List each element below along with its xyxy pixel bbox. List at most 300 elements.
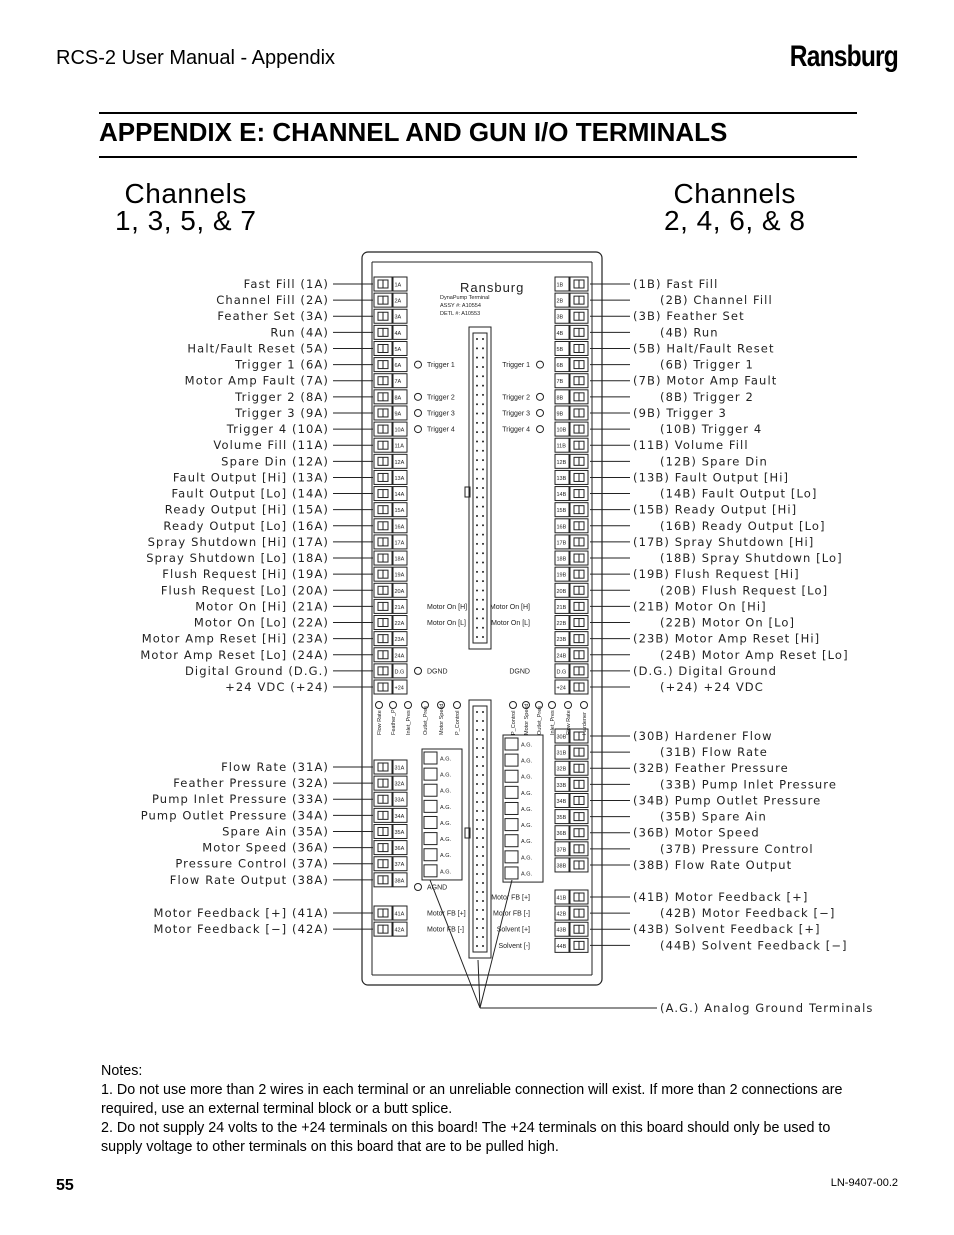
ribbon-connector-bottom-pin	[482, 783, 484, 785]
brand-logo: Ransburg	[789, 40, 898, 73]
ag-screw	[505, 770, 518, 782]
ag-screw	[424, 752, 437, 764]
ribbon-connector-bottom-pin	[476, 936, 478, 938]
terminal-id: 8B	[556, 395, 564, 402]
ag-label: A.G.	[440, 869, 452, 876]
terminal-id: 32A	[394, 781, 405, 788]
terminal-id: 2B	[556, 298, 564, 305]
ribbon-connector-top-pin	[476, 385, 478, 387]
terminal-id: 13A	[394, 475, 405, 482]
terminal-id: 15B	[556, 508, 567, 515]
ag-screw	[505, 786, 518, 798]
terminal-id: 17B	[556, 540, 567, 547]
test-point-icon	[537, 426, 544, 433]
ag-label: A.G.	[521, 742, 533, 749]
ribbon-connector-bottom-pin	[482, 918, 484, 920]
ribbon-connector-top-pin	[482, 338, 484, 340]
terminal-label: Spray Shutdown [Lo] (18A)	[146, 551, 329, 566]
terminal-id: 10A	[394, 427, 405, 434]
terminal-label: (15B) Ready Output [Hi]	[633, 502, 798, 517]
terminal-id: +24	[556, 685, 566, 692]
terminal-id: 38B	[556, 863, 567, 870]
ag-screw	[424, 784, 437, 796]
terminal-label: (11B) Volume Fill	[633, 438, 749, 453]
ag-screw	[424, 865, 437, 877]
ribbon-connector-bottom-pin	[482, 882, 484, 884]
ribbon-connector-bottom-pin	[476, 747, 478, 749]
terminal-id: 20B	[556, 588, 567, 595]
vertical-label: Motor Speed	[524, 703, 530, 735]
board-inner-label: Trigger 2	[502, 394, 530, 402]
ag-label: A.G.	[440, 820, 452, 827]
terminal-label: (30B) Hardener Flow	[633, 729, 773, 743]
board-inner-label: AGND	[427, 884, 448, 892]
terminal-label: (22B) Motor On [Lo]	[660, 615, 796, 630]
channels-right-line2: 2, 4, 6, & 8	[664, 205, 806, 236]
terminal-label: Motor Feedback [+] (41A)	[153, 906, 329, 920]
ribbon-connector-top-pin	[476, 403, 478, 405]
vertical-label: Hardener	[582, 712, 588, 735]
ribbon-connector-top-pin	[476, 366, 478, 368]
terminal-label: (17B) Spray Shutdown [Hi]	[633, 534, 815, 549]
ribbon-connector-bottom-pin	[482, 828, 484, 830]
test-point-icon	[390, 702, 397, 709]
ribbon-connector-top-pin	[482, 347, 484, 349]
terminal-id: 34B	[556, 798, 567, 805]
ribbon-connector-bottom-pin	[476, 792, 478, 794]
vertical-label: Motor Speed	[439, 703, 445, 735]
terminal-label: (18B) Spray Shutdown [Lo]	[660, 551, 843, 566]
terminal-label: Trigger 2 (8A)	[235, 389, 329, 404]
terminal-id: 8A	[394, 395, 402, 402]
ribbon-connector-bottom-pin	[476, 837, 478, 839]
ag-label: A.G.	[521, 823, 533, 830]
test-point-icon	[537, 393, 544, 400]
ribbon-connector-bottom-pin	[476, 828, 478, 830]
ribbon-connector-top-pin	[482, 394, 484, 396]
terminal-label: Feather Set (3A)	[217, 309, 329, 324]
terminal-id: 5A	[394, 346, 402, 353]
terminal-id: 1A	[394, 282, 402, 289]
board-inner-label: Trigger 1	[427, 362, 455, 370]
terminal-label: (44B) Solvent Feedback [−]	[660, 938, 848, 953]
ribbon-connector-bottom-pin	[476, 918, 478, 920]
terminal-id: 19B	[556, 572, 567, 579]
ribbon-connector-bottom-pin	[482, 738, 484, 740]
vertical-label: Feather_P	[391, 709, 397, 735]
terminal-id: 37B	[556, 847, 567, 854]
terminal-id: 21B	[556, 604, 567, 611]
terminal-label: (3B) Feather Set	[633, 309, 745, 324]
ribbon-connector-top-pin	[476, 534, 478, 536]
ag-label: A.G.	[521, 839, 533, 846]
ribbon-connector-bottom	[469, 700, 491, 958]
notes-section	[101, 1062, 861, 1157]
board-inner-label: DGND	[427, 668, 448, 676]
ribbon-connector-bottom-pin	[482, 909, 484, 911]
test-point-icon	[549, 702, 556, 709]
ribbon-connector-top-pin	[476, 440, 478, 442]
ribbon-connector-top-pin	[476, 496, 478, 498]
terminal-id: 24B	[556, 653, 567, 660]
test-point-icon	[537, 361, 544, 368]
terminal-label: Flow Rate Output (38A)	[169, 872, 329, 887]
ribbon-connector-bottom-pin	[476, 909, 478, 911]
terminal-id: 44B	[556, 943, 567, 950]
board-inner-label: Motor FB [+]	[491, 894, 530, 902]
ribbon-connector-bottom-pin	[476, 774, 478, 776]
ribbon-connector-bottom-pin	[476, 738, 478, 740]
ribbon-connector-bottom-pin	[482, 747, 484, 749]
terminal-label: (7B) Motor Amp Fault	[633, 373, 778, 388]
ribbon-connector-bottom-pin	[482, 819, 484, 821]
terminal-id: 18A	[394, 556, 405, 563]
ribbon-connector-top-pin	[482, 515, 484, 517]
terminal-id: 32B	[556, 766, 567, 773]
terminal-id: 37A	[394, 862, 405, 869]
ribbon-connector-top-pin	[476, 599, 478, 601]
terminal-label: (6B) Trigger 1	[660, 357, 754, 372]
terminal-id: 33A	[394, 797, 405, 804]
ribbon-connector-top-pin	[476, 571, 478, 573]
terminal-label: (32B) Feather Pressure	[633, 761, 789, 776]
terminal-label: (21B) Motor On [Hi]	[633, 599, 767, 614]
ribbon-connector-bottom-pin	[476, 783, 478, 785]
terminal-label: (16B) Ready Output [Lo]	[660, 518, 826, 533]
terminal-label: (31B) Flow Rate	[660, 745, 768, 760]
terminal-id: 13B	[556, 475, 567, 482]
terminal-label: Trigger 3 (9A)	[235, 405, 329, 420]
ribbon-connector-top-pin	[482, 487, 484, 489]
terminal-label: (41B) Motor Feedback [+]	[633, 890, 809, 904]
board-inner-label: Trigger 4	[427, 426, 455, 434]
terminal-id: D.G	[394, 669, 405, 676]
ribbon-connector-bottom-pin	[476, 729, 478, 731]
ribbon-connector-top-pin	[482, 450, 484, 452]
ribbon-connector-bottom-pin	[476, 720, 478, 722]
ag-label: A.G.	[440, 756, 452, 763]
vertical-label: P_Control	[455, 710, 461, 735]
terminal-id: 30B	[556, 734, 567, 741]
terminal-label: (23B) Motor Amp Reset [Hi]	[633, 631, 821, 646]
ribbon-connector-bottom-pin	[482, 846, 484, 848]
ag-screw	[505, 802, 518, 814]
ag-screw	[505, 754, 518, 766]
terminal-label: Motor Amp Reset [Hi] (23A)	[141, 631, 329, 646]
terminal-label: (4B) Run	[660, 325, 719, 340]
terminal-label: Spare Din (12A)	[221, 454, 329, 469]
ribbon-connector-top-pin	[476, 478, 478, 480]
terminal-id: 33B	[556, 782, 567, 789]
ribbon-connector-top-pin	[476, 506, 478, 508]
ribbon-connector-bottom-pin	[482, 855, 484, 857]
board-inner-label: Trigger 3	[502, 410, 530, 418]
terminal-label: (33B) Pump Inlet Pressure	[660, 777, 838, 792]
terminal-label: Motor Feedback [−] (42A)	[153, 922, 329, 937]
terminal-id: 7A	[394, 379, 402, 386]
terminal-label: +24 VDC (+24)	[225, 680, 329, 694]
terminal-label: Flow Rate (31A)	[221, 760, 329, 774]
terminal-id: 42B	[556, 911, 567, 918]
terminal-label: (13B) Fault Output [Hi]	[633, 470, 790, 485]
vertical-label: Outlet_Pres	[537, 705, 543, 735]
ribbon-connector-bottom-pin	[482, 792, 484, 794]
vertical-label: P_Control	[511, 710, 517, 735]
ribbon-connector-bottom-pin	[476, 765, 478, 767]
ag-screw	[424, 768, 437, 780]
test-point-icon	[405, 702, 412, 709]
ribbon-connector-top-pin	[482, 440, 484, 442]
ribbon-connector-bottom-pin	[476, 891, 478, 893]
ribbon-connector-top-pin	[476, 431, 478, 433]
ag-label: A.G.	[440, 837, 452, 844]
terminal-label: Trigger 4 (10A)	[226, 422, 329, 437]
ribbon-connector-top-pin	[482, 608, 484, 610]
terminal-id: 3A	[394, 314, 402, 321]
terminal-label: Fault Output [Hi] (13A)	[172, 470, 329, 485]
terminal-label: Ready Output [Hi] (15A)	[164, 502, 329, 517]
ribbon-connector-top-pin	[482, 375, 484, 377]
terminal-id: 9B	[556, 411, 564, 418]
terminal-label: (D.G.) Digital Ground	[633, 663, 778, 678]
ribbon-connector-top-pin	[476, 636, 478, 638]
ribbon-connector-top-pin	[482, 543, 484, 545]
terminal-id: 43B	[556, 927, 567, 934]
terminal-label: Motor Amp Fault (7A)	[184, 373, 329, 388]
terminal-label: (8B) Trigger 2	[660, 389, 754, 404]
ag-screw	[505, 835, 518, 847]
test-point-icon	[581, 702, 588, 709]
terminal-id: 38A	[394, 878, 405, 885]
ribbon-connector-bottom-pin	[476, 801, 478, 803]
terminal-id: 34A	[394, 813, 405, 820]
terminal-id: 22B	[556, 621, 567, 628]
terminal-id: 18B	[556, 556, 567, 563]
ribbon-connector-top-pin	[476, 347, 478, 349]
ribbon-connector-bottom-pin	[482, 729, 484, 731]
ribbon-connector-top-pin	[482, 617, 484, 619]
ribbon-connector-bottom-pin	[482, 756, 484, 758]
terminal-label: (10B) Trigger 4	[660, 422, 763, 437]
terminal-id: 31A	[394, 765, 405, 772]
ribbon-connector-bottom-pin	[482, 765, 484, 767]
ribbon-connector-bottom-pin	[482, 837, 484, 839]
notes-heading: Notes:	[101, 1063, 143, 1079]
ribbon-connector-top-pin	[482, 431, 484, 433]
ribbon-connector-top-pin	[476, 450, 478, 452]
ribbon-connector-bottom-pin	[476, 756, 478, 758]
ribbon-connector-top-pin	[476, 627, 478, 629]
board-inner-label: Motor FB [-]	[427, 926, 464, 934]
ribbon-connector-bottom-pin	[476, 711, 478, 713]
ribbon-connector-bottom-pin	[482, 900, 484, 902]
ribbon-connector-top-pin	[476, 487, 478, 489]
terminal-id: 1B	[556, 282, 564, 289]
test-point-icon	[537, 409, 544, 416]
terminal-label: Motor Speed (36A)	[202, 840, 329, 855]
ribbon-connector-bottom-pin	[476, 846, 478, 848]
ribbon-connector-top-pin	[482, 534, 484, 536]
terminal-label: Pressure Control (37A)	[175, 856, 329, 871]
ribbon-connector-bottom-pin	[482, 927, 484, 929]
terminal-label: Flush Request [Hi] (19A)	[162, 567, 329, 582]
ribbon-connector-top-pin	[482, 599, 484, 601]
terminal-label: (35B) Spare Ain	[660, 809, 767, 824]
board-inner-label: Trigger 1	[502, 362, 530, 370]
vertical-label: Inlet_Pres	[406, 710, 412, 735]
channels-right-line1: Channels	[673, 178, 796, 209]
ribbon-connector-bottom-pin	[482, 720, 484, 722]
test-point-icon	[415, 361, 422, 368]
ribbon-connector-bottom-pin	[482, 810, 484, 812]
test-point-icon	[415, 426, 422, 433]
terminal-id: 41B	[556, 895, 567, 902]
board-outline	[362, 252, 602, 985]
ribbon-connector-bottom-pin	[482, 711, 484, 713]
ag-screw	[424, 849, 437, 861]
board-inner-label: Trigger 2	[427, 394, 455, 402]
terminal-id: 4A	[394, 330, 402, 337]
terminal-label: (9B) Trigger 3	[633, 405, 727, 420]
ribbon-connector-bottom-pin	[476, 819, 478, 821]
channels-left-line2: 1, 3, 5, & 7	[115, 205, 257, 236]
test-point-icon	[510, 702, 517, 709]
board-inner-label: DGND	[509, 668, 530, 676]
note-1: 1. Do not use more than 2 wires in each terminal or an unreliable connection will exist. If more than 2 connections are required, use an external terminal block or a butt splice.	[101, 1082, 843, 1117]
terminal-label: Trigger 1 (6A)	[235, 357, 329, 372]
page-title: APPENDIX E: CHANNEL AND GUN I/O TERMINALS	[99, 117, 728, 147]
board-inner-label: Trigger 3	[427, 410, 455, 418]
test-point-icon	[415, 409, 422, 416]
terminal-label: Pump Outlet Pressure (34A)	[140, 808, 329, 823]
terminal-id: 12B	[556, 459, 567, 466]
ribbon-connector-top-pin	[476, 375, 478, 377]
ribbon-connector-bottom-pin	[476, 945, 478, 947]
terminal-label: Spray Shutdown [Hi] (17A)	[147, 534, 329, 549]
terminal-label: (2B) Channel Fill	[660, 293, 773, 308]
terminal-id: 22A	[394, 621, 405, 628]
channels-left-line1: Channels	[124, 178, 247, 209]
board-brand: Ransburg	[460, 280, 525, 295]
terminal-id: +24	[394, 685, 404, 692]
ribbon-connector-top-pin	[482, 636, 484, 638]
board-inner-label: Motor On [L]	[491, 620, 530, 628]
terminal-id: 23B	[556, 637, 567, 644]
terminal-id: 3B	[556, 314, 564, 321]
terminal-label: Fast Fill (1A)	[243, 277, 329, 291]
terminal-id: 35A	[394, 829, 405, 836]
ag-label: A.G.	[521, 758, 533, 765]
header-title: RCS-2 User Manual - Appendix	[56, 47, 336, 69]
board-inner-label: Motor FB [-]	[493, 910, 530, 918]
ribbon-connector-bottom-inner	[473, 706, 487, 952]
terminal-label: Flush Request [Lo] (20A)	[160, 583, 329, 598]
test-point-icon	[565, 702, 572, 709]
ribbon-connector-top-pin	[482, 357, 484, 359]
board-inner-label: Motor On [L]	[427, 620, 466, 628]
vertical-label: Flow Rate	[377, 710, 383, 735]
ag-screw	[424, 800, 437, 812]
terminal-id: 21A	[394, 604, 405, 611]
ribbon-connector-top-pin	[482, 422, 484, 424]
ribbon-connector-top-pin	[476, 543, 478, 545]
ribbon-connector-top-pin	[482, 366, 484, 368]
ribbon-connector-top-pin	[476, 524, 478, 526]
terminal-label: Spare Ain (35A)	[222, 824, 329, 839]
test-point-icon	[376, 702, 383, 709]
ribbon-connector-top	[469, 327, 491, 649]
terminal-label: Pump Inlet Pressure (33A)	[151, 792, 329, 807]
test-point-icon	[415, 667, 422, 674]
ribbon-connector-top-pin	[482, 478, 484, 480]
terminal-label: (14B) Fault Output [Lo]	[660, 486, 818, 501]
terminal-id: 36A	[394, 846, 405, 853]
ribbon-connector-top-pin	[476, 515, 478, 517]
ribbon-connector-top-pin	[476, 608, 478, 610]
terminal-id: 4B	[556, 330, 564, 337]
ribbon-connector-top-pin	[482, 459, 484, 461]
ribbon-connector-top-pin	[476, 562, 478, 564]
ag-screw	[505, 851, 518, 863]
terminal-id: 10B	[556, 427, 567, 434]
terminal-label: (24B) Motor Amp Reset [Lo]	[660, 647, 849, 662]
ribbon-connector-bottom-pin	[476, 873, 478, 875]
terminal-label: Motor On [Hi] (21A)	[195, 599, 329, 614]
terminal-label: (20B) Flush Request [Lo]	[660, 583, 829, 598]
terminal-id: 36B	[556, 831, 567, 838]
ribbon-connector-bottom-pin	[476, 864, 478, 866]
terminal-label: (+24) +24 VDC	[660, 680, 764, 694]
ag-label: A.G.	[521, 806, 533, 813]
terminal-id: 23A	[394, 637, 405, 644]
ribbon-connector-top-pin	[476, 468, 478, 470]
terminal-id: 24A	[394, 653, 405, 660]
ribbon-connector-bottom-pin	[476, 882, 478, 884]
ribbon-connector-top-inner	[473, 333, 487, 643]
document-id: LN-9407-00.2	[830, 1177, 898, 1189]
ribbon-connector-top-pin	[476, 580, 478, 582]
terminal-label: Fault Output [Lo] (14A)	[171, 486, 329, 501]
terminal-label: Motor On [Lo] (22A)	[193, 615, 329, 630]
ribbon-connector-bottom-pin	[476, 810, 478, 812]
terminal-id: 9A	[394, 411, 402, 418]
terminal-id: 41A	[394, 911, 405, 918]
ribbon-connector-top-pin	[476, 413, 478, 415]
ribbon-connector-top-pin	[482, 413, 484, 415]
board-inner-label: Solvent [-]	[498, 942, 530, 950]
terminal-label: (37B) Pressure Control	[660, 841, 814, 856]
test-point-icon	[415, 393, 422, 400]
terminal-id: 16A	[394, 524, 405, 531]
board-inner-label: Motor On [H]	[489, 603, 530, 611]
terminal-label: (1B) Fast Fill	[633, 277, 719, 291]
terminal-id: 7B	[556, 379, 564, 386]
ribbon-connector-top-pin	[482, 589, 484, 591]
terminal-label: Feather Pressure (32A)	[173, 776, 329, 791]
terminal-id: D.G	[556, 669, 567, 676]
board-inner-label: Motor FB [+]	[427, 910, 466, 918]
board-name: DynaPump Terminal	[440, 295, 490, 301]
ribbon-connector-bottom-pin	[482, 864, 484, 866]
ribbon-connector-top-pin	[476, 338, 478, 340]
ribbon-connector-top-pin	[482, 552, 484, 554]
test-point-icon	[454, 702, 461, 709]
ag-screw	[424, 833, 437, 845]
terminal-label: (36B) Motor Speed	[633, 825, 760, 840]
ribbon-connector-top-pin	[482, 580, 484, 582]
callout-line	[478, 960, 480, 1008]
ribbon-connector-top-pin	[482, 571, 484, 573]
